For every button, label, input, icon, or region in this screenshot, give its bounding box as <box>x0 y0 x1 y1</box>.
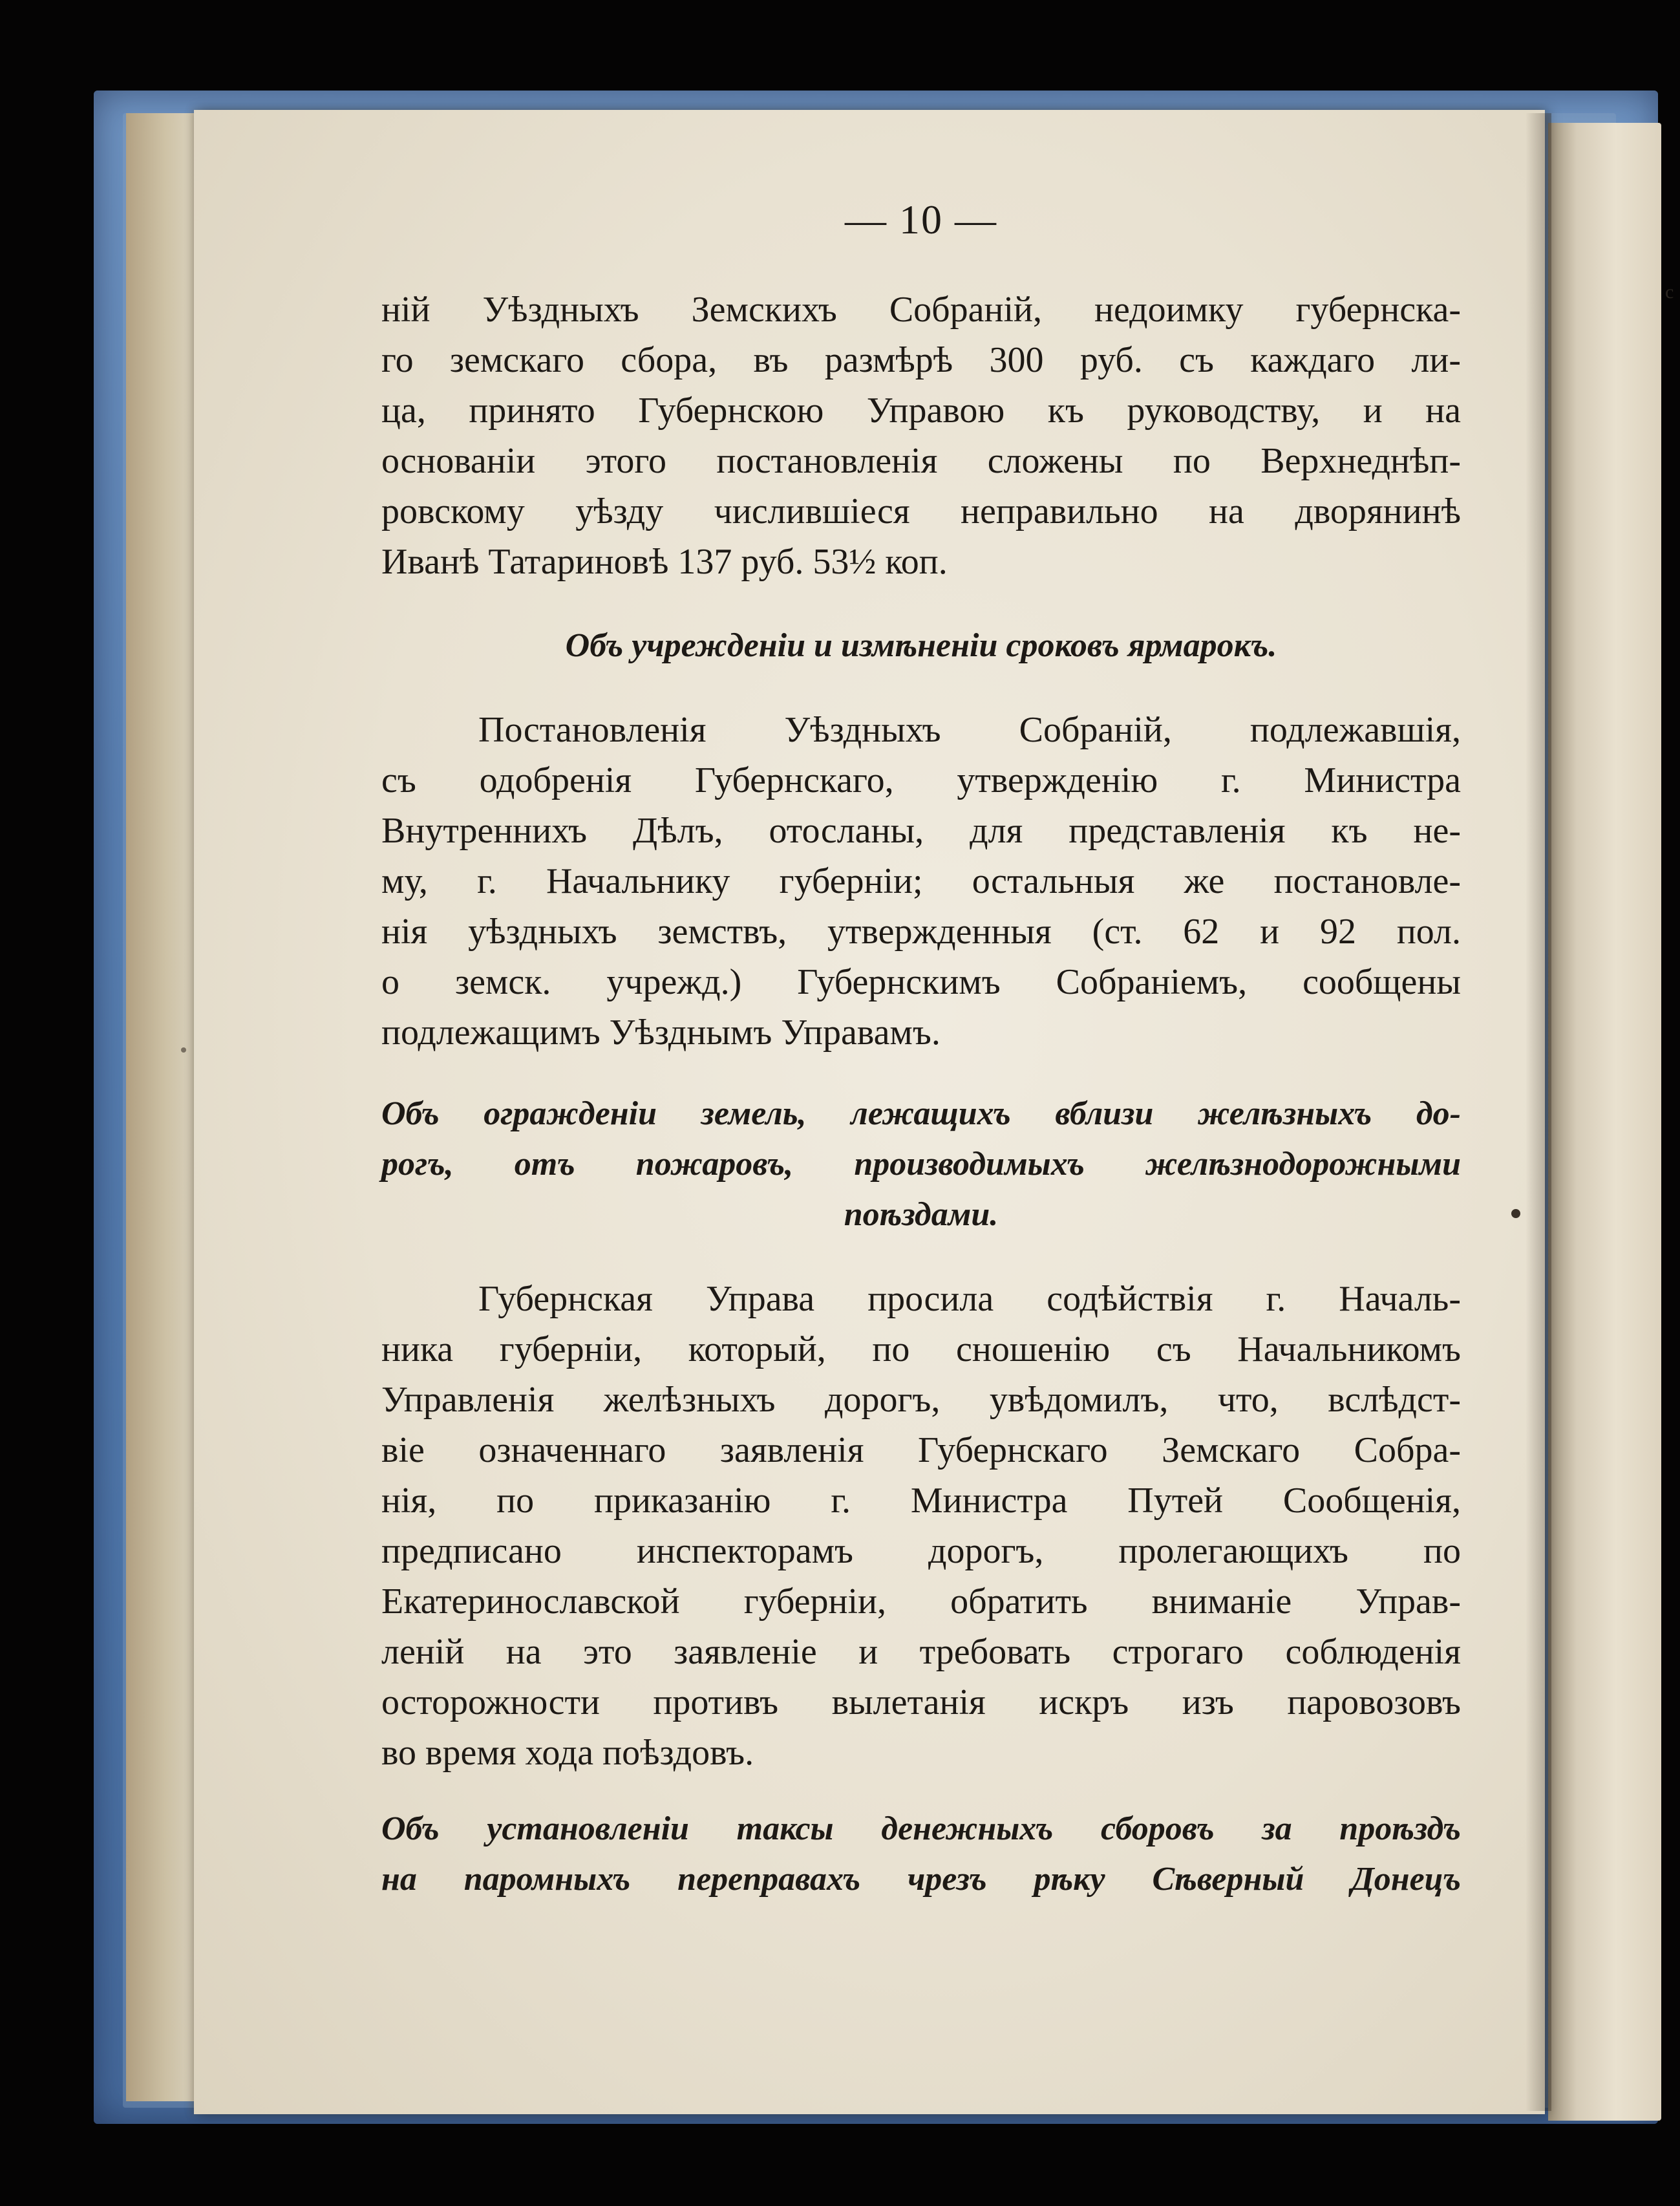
paragraph-1-line: Иванѣ Татариновѣ 137 руб. 53½ коп. <box>381 542 948 582</box>
book-gutter <box>126 113 197 2101</box>
ink-speck <box>181 1047 186 1053</box>
paragraph-2-line: нія уѣздныхъ земствъ, утвержденныя (ст. 62 и 92 пол. <box>381 912 1461 952</box>
paragraph-1-line: го земскаго сбора, въ размѣрѣ 300 руб. съ каждаго ли- <box>381 340 1461 380</box>
paragraph-2-line: Внутреннихъ Дѣлъ, отосланы, для представленія къ не- <box>381 811 1461 851</box>
paragraph-3-line: ника губерніи, который, по сношенію съ Начальникомъ <box>381 1329 1461 1369</box>
section-heading-ferry-tolls: на паромныхъ переправахъ чрезъ рѣку Сѣверный Донецъ <box>381 1861 1461 1898</box>
ink-speck <box>1511 1209 1520 1218</box>
section-heading-ferry-tolls: Объ установленіи таксы денежныхъ сборовъ за проѣздъ <box>381 1810 1461 1847</box>
paragraph-2-line: Постановленія Уѣздныхъ Собраній, подлежавшія, <box>478 710 1461 750</box>
section-heading-railway-lands: рогъ, отъ пожаровъ, производимыхъ желѣзнодорожными <box>381 1146 1461 1183</box>
section-heading-fairs: Объ учрежденіи и измѣненіи сроковъ ярмарокъ. <box>565 627 1277 664</box>
paragraph-3-line: предписано инспекторамъ дорогъ, пролегающихъ по <box>381 1531 1461 1571</box>
next-page-fragment: с <box>1665 281 1674 303</box>
paragraph-1-line: основаніи этого постановленія сложены по Верхнеднѣп- <box>381 441 1461 481</box>
paragraph-1-line: ровскому уѣзду числившіеся неправильно на дворянинѣ <box>381 491 1461 531</box>
paragraph-2-line: подлежащимъ Уѣзднымъ Управамъ. <box>381 1012 941 1053</box>
paragraph-3-line: Губернская Управа просила содѣйствія г. Началь- <box>478 1279 1461 1319</box>
section-heading-railway-lands: Объ огражденіи земель, лежащихъ вблизи желѣзныхъ до- <box>381 1095 1461 1132</box>
paragraph-1-line: ній Уѣздныхъ Земскихъ Собраній, недоимку губернска- <box>381 290 1461 330</box>
paragraph-2-line: о земск. учрежд.) Губернскимъ Собраніемъ, сообщены <box>381 962 1461 1002</box>
section-heading-railway-lands: поѣздами. <box>844 1196 999 1233</box>
page-number: — 10 — <box>845 197 997 242</box>
next-page-edge <box>1548 123 1661 2121</box>
paragraph-3-line: Управленія желѣзныхъ дорогъ, увѣдомилъ, что, вслѣдст- <box>381 1380 1461 1420</box>
paragraph-3-line: осторожности противъ вылетанія искръ изъ паровозовъ <box>381 1682 1461 1722</box>
paragraph-3-line: віе означеннаго заявленія Губернскаго Земскаго Собра- <box>381 1430 1461 1470</box>
paragraph-3-line: нія, по приказанію г. Министра Путей Сообщенія, <box>381 1481 1461 1521</box>
paragraph-3-line: леній на это заявленіе и требовать строгаго соблюденія <box>381 1632 1461 1672</box>
paragraph-3-line: во время хода поѣздовъ. <box>381 1733 754 1773</box>
page-edge-shadow <box>1526 113 1551 2111</box>
paragraph-3-line: Екатеринославской губерніи, обратить вниманіе Управ- <box>381 1581 1461 1622</box>
paragraph-1-line: ца, принято Губернскою Управою къ руководству, и на <box>381 391 1461 431</box>
paragraph-2-line: съ одобренія Губернскаго, утвержденію г. Министра <box>381 760 1461 800</box>
paragraph-2-line: му, г. Начальнику губерніи; остальныя же постановле- <box>381 861 1461 901</box>
